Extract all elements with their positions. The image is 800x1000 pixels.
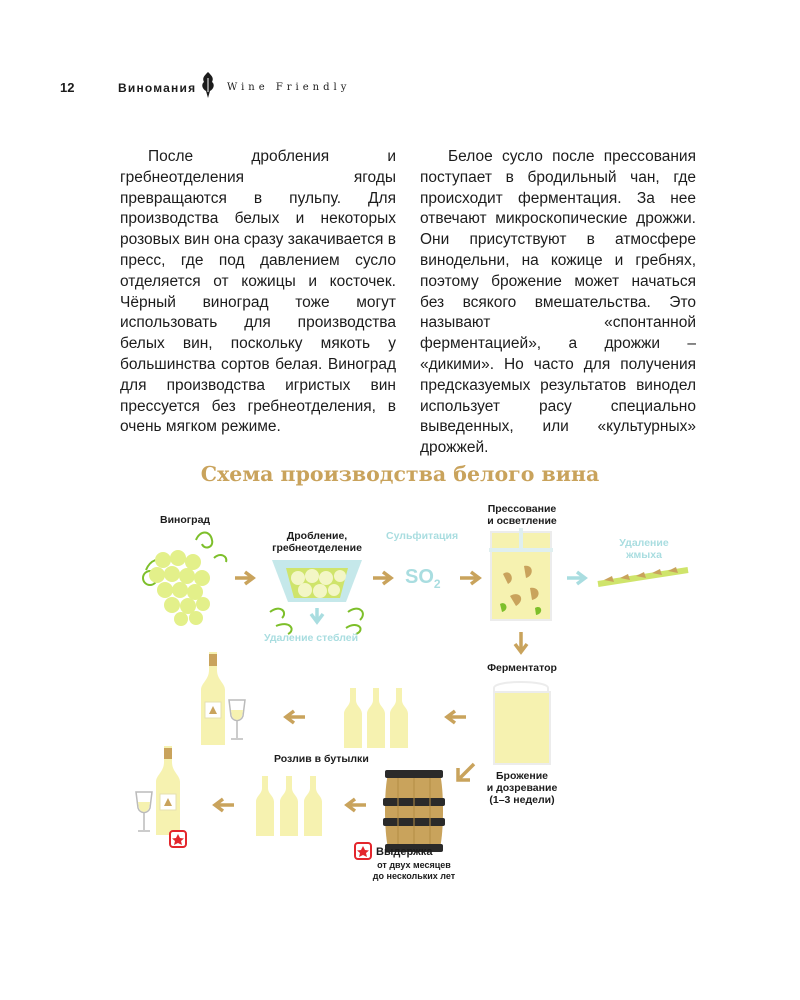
- brand-name: Виномания: [118, 81, 197, 95]
- label-aging: Выдержка: [376, 846, 433, 858]
- upper-bottles: [344, 688, 408, 748]
- label-sulfitation: Сульфитация: [386, 530, 459, 542]
- arrow-right-icon: [460, 572, 479, 584]
- paragraph-crushing: После дробления и гребнеотделения ягоды превращаются в пульпу. Для производства белых и некоторых розовых вин она сразу закачивается в пресс, где под давлением сусло отделяется от кожицы и косточек. Чёрный виноград тоже могут использовать для производства белых вин, поскольку мякоть у большинства сортов белая. Виноград для производства игристых вин прессуется без гребнеотделения, в очень мягком режиме.: [120, 148, 396, 436]
- pomace-illustration: [598, 567, 688, 584]
- star-badge-icon: [170, 831, 186, 847]
- label-crushing: Дробление, гребнеотделение: [272, 530, 362, 554]
- arrow-left-icon: [347, 799, 366, 811]
- brand-subtitle: Wine Friendly: [227, 82, 351, 93]
- label-pressing: Прессование и осветление: [487, 503, 557, 527]
- arrow-left-icon: [215, 799, 234, 811]
- arrow-right-icon: [235, 572, 253, 584]
- arrow-down-icon: [515, 632, 527, 652]
- label-grapes: Виноград: [160, 514, 211, 526]
- arrow-left-icon: [447, 711, 466, 723]
- arrow-down-left-icon: [458, 764, 474, 780]
- label-aging-note: от двух месяцев до нескольких лет: [372, 860, 456, 881]
- so2-label: $SO_2$: [405, 566, 441, 591]
- lower-bottles: [256, 776, 322, 836]
- paragraph-fermentation: Белое сусло после прессования поступает в бродильный чан, где происходит ферментация. За нее отвечают микроскопические дрожжи. Они присутствуют в атмосфере винодельни, на кожице и гребнях, поэтому брожение может начаться без всякого вмешательства. Это называют «спонтанной ферментацией», а дрожжи – «дикими». Но часто для получения предсказуемых результатов винодел использует расу специально выведенных, или «культурных» дрожжей.: [420, 148, 696, 457]
- arrow-right-icon: [373, 572, 391, 584]
- fermenter-illustration: [494, 682, 550, 764]
- grapes-illustration: [143, 533, 226, 627]
- press-illustration: [489, 528, 553, 620]
- scheme-title: Схема производства белого вина: [200, 462, 600, 486]
- barrel-illustration: [383, 770, 445, 852]
- arrow-right-icon: [567, 572, 585, 584]
- bottle-with-glass-upper: [201, 652, 245, 745]
- star-badge-icon: [355, 843, 371, 859]
- label-bottling: Розлив в бутылки: [274, 753, 369, 765]
- label-fermentation: Брожение и дозревание (1–3 недели): [486, 770, 558, 806]
- label-pomace-removal: Удаление жмыха: [619, 537, 669, 561]
- arrow-left-icon: [286, 711, 305, 723]
- bottle-with-glass-lower: [136, 746, 180, 835]
- crusher-illustration: [270, 560, 363, 634]
- label-fermenter: Ферментатор: [487, 662, 557, 674]
- page-number: 12: [60, 80, 75, 95]
- label-stems-removal: Удаление стеблей: [264, 632, 359, 644]
